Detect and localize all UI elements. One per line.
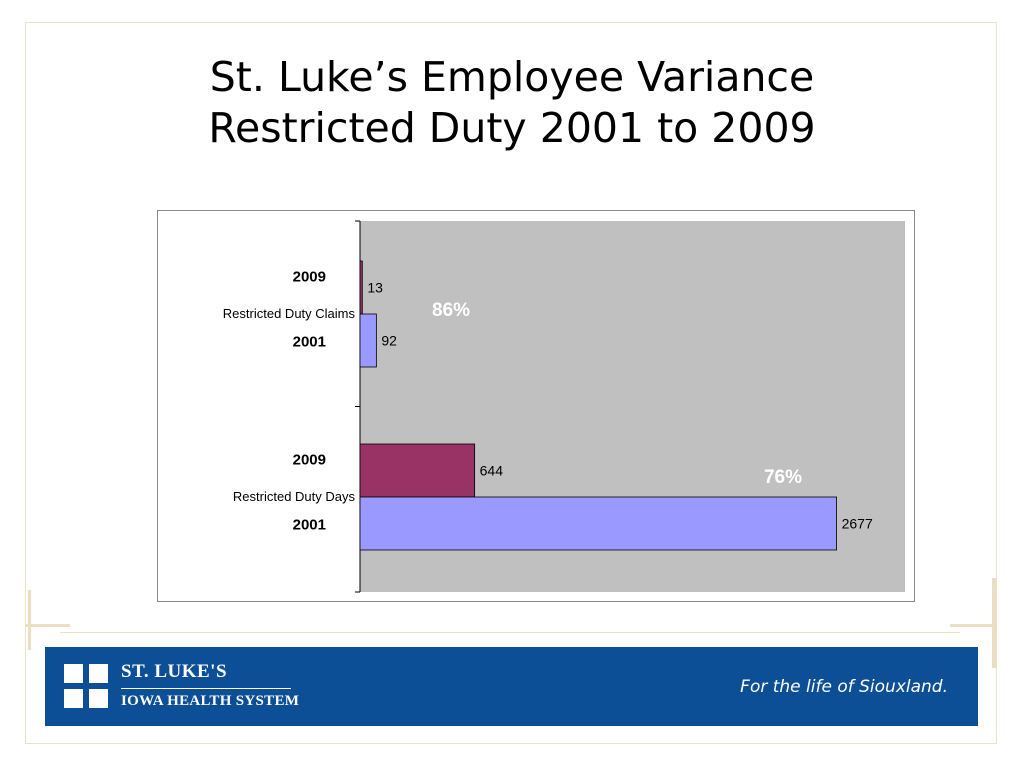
data-label-2009-0: 13 xyxy=(367,279,383,296)
year-label-2001-1: 2001 xyxy=(292,516,326,534)
logo-subtitle: IOWA HEALTH SYSTEM xyxy=(121,693,300,709)
right-ornament-v xyxy=(992,578,996,668)
year-label-2001-0: 2001 xyxy=(292,333,326,351)
left-ornament-h xyxy=(25,624,70,627)
data-label-2001-1: 2677 xyxy=(841,515,873,532)
title-line-2: Restricted Duty 2001 to 2009 xyxy=(208,104,816,152)
category-label-1: Restricted Duty Days xyxy=(232,489,355,504)
left-ornament-v xyxy=(28,590,31,650)
footer-banner xyxy=(45,647,978,726)
bar-restricted-duty-claims-2001 xyxy=(360,314,376,367)
reduction-label-0: 86% xyxy=(431,300,471,321)
title-line-1: St. Luke’s Employee Variance xyxy=(209,53,815,101)
chart xyxy=(157,210,915,602)
year-label-2009-1: 2009 xyxy=(292,451,326,469)
category-label-0: Restricted Duty Claims xyxy=(222,306,355,321)
year-label-2009-0: 2009 xyxy=(292,268,326,286)
bar-restricted-duty-claims-2009 xyxy=(360,261,362,314)
cross-logo-icon xyxy=(64,664,108,708)
slide-title xyxy=(0,52,1024,154)
chart-svg xyxy=(158,211,914,601)
reduction-label-1: 76% xyxy=(763,467,803,488)
logo-name: ST. LUKE'S xyxy=(121,661,228,682)
bar-restricted-duty-days-2009 xyxy=(360,444,475,497)
logo-divider xyxy=(121,688,291,689)
tagline: For the life of Siouxland. xyxy=(740,677,948,697)
bar-restricted-duty-days-2001 xyxy=(360,497,837,550)
footer-rule xyxy=(60,632,960,633)
data-label-2001-0: 92 xyxy=(381,332,397,349)
right-ornament-h xyxy=(950,624,997,627)
data-label-2009-1: 644 xyxy=(479,462,504,479)
